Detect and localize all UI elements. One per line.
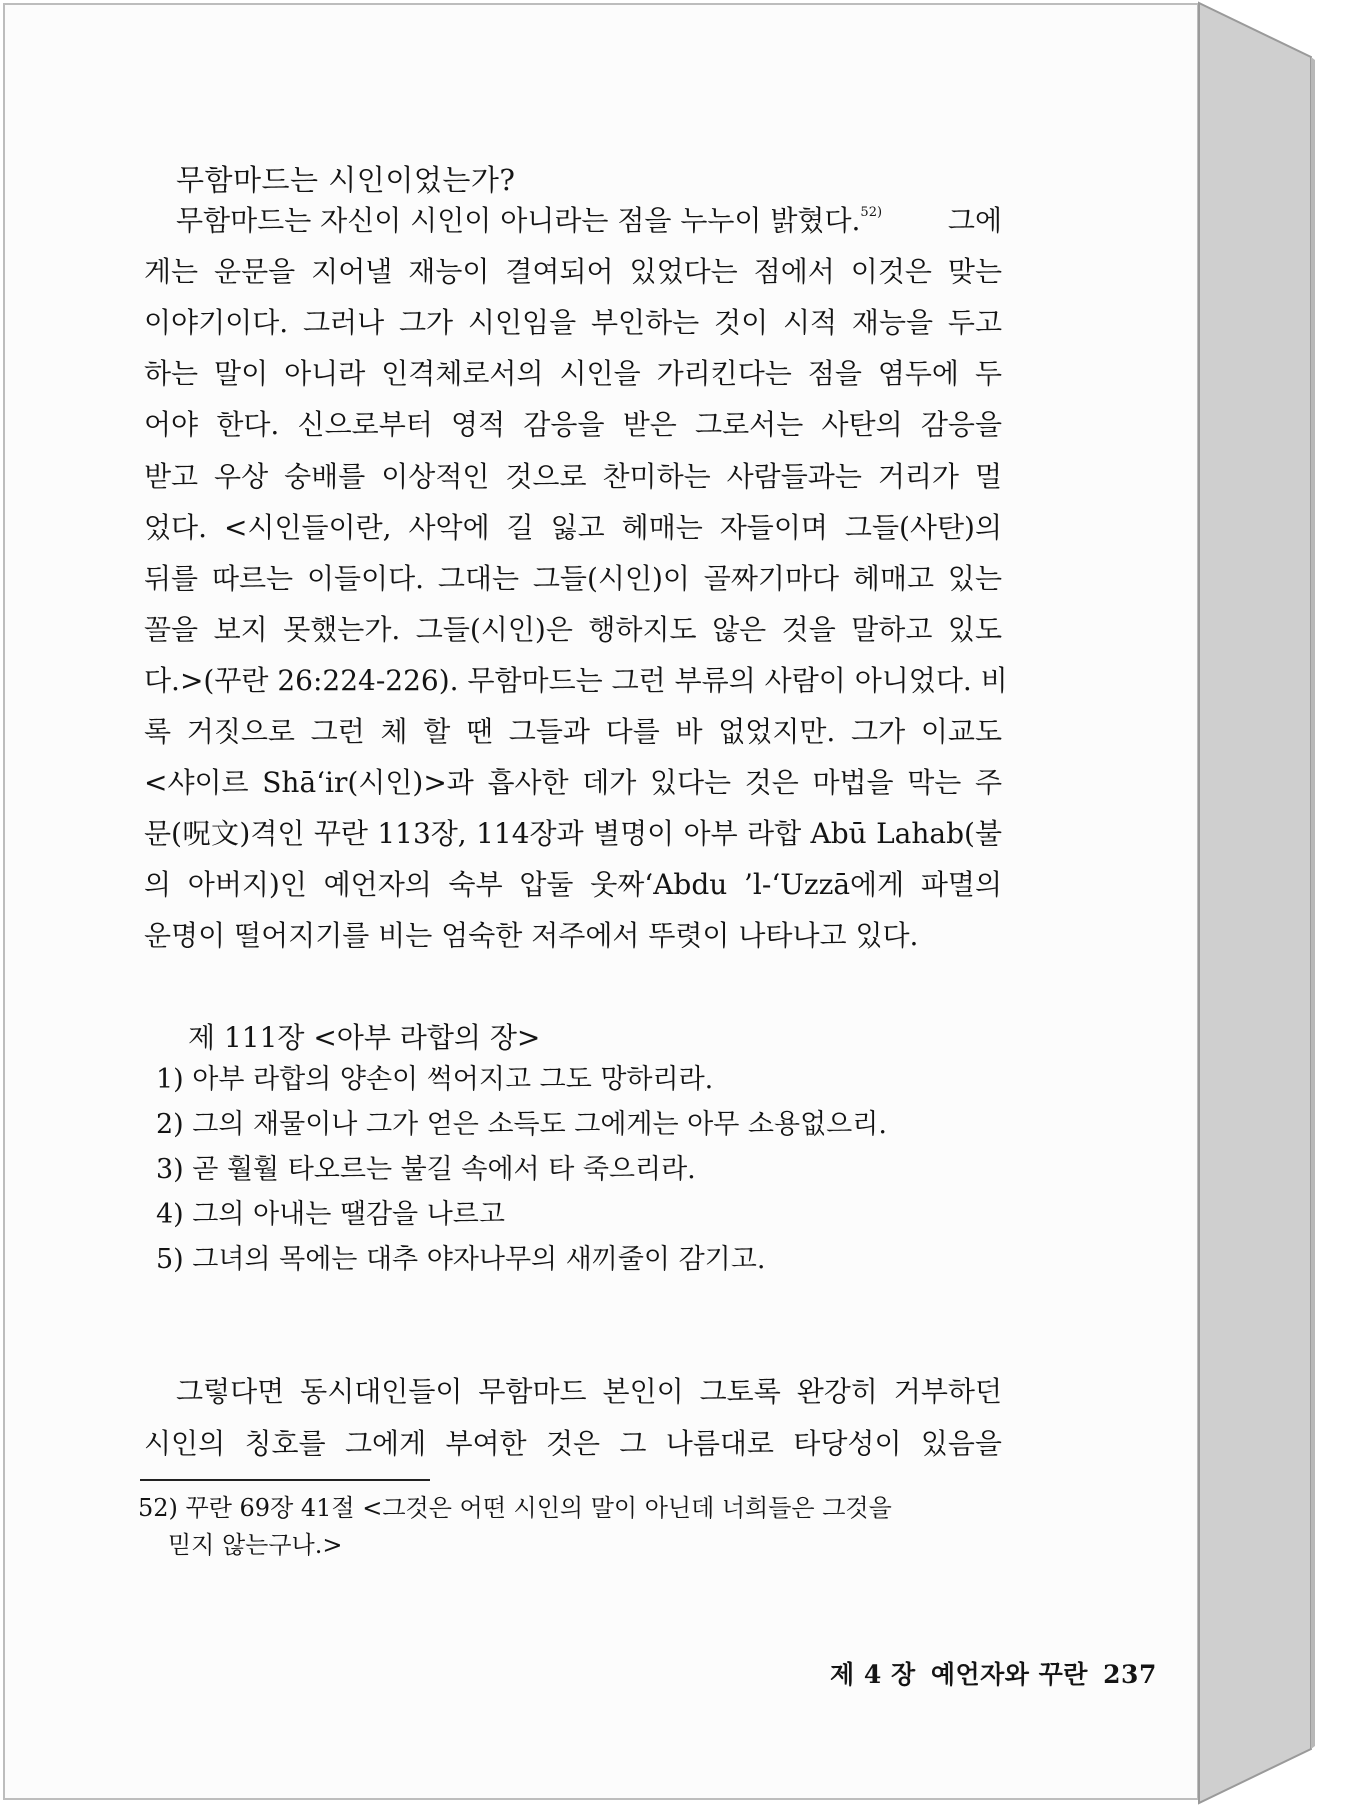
paragraph-line: 그렇다면 동시대인들이 무함마드 본인이 그토록 완강히 거부하던 <box>176 1375 1002 1408</box>
paragraph-line: 록 거짓으로 그런 체 할 땐 그들과 다를 바 없었지만. 그가 이교도 <box>144 715 1002 748</box>
page-footer <box>830 1655 1163 1691</box>
paragraph-line: 었다. <시인들이란, 사악에 길 잃고 헤매는 자들이며 그들(사탄)의 <box>144 510 1002 544</box>
paragraph-line: 시인의 칭호를 그에게 부여한 것은 그 나름대로 타당성이 있음을 <box>144 1427 1002 1460</box>
verse-item: 4) 그의 아내는 땔감을 나르고 <box>156 1199 505 1230</box>
paragraph-line: 받고 우상 숭배를 이상적인 것으로 찬미하는 사람들과는 거리가 멀 <box>144 459 1002 493</box>
verse-title: 제 111장 <아부 라합의 장> <box>188 1021 541 1054</box>
paragraph-line: 게는 운문을 지어낼 재능이 결여되어 있었다는 점에서 이것은 맞는 <box>144 255 1002 289</box>
footnote-line-2: 믿지 않는구나.> <box>168 1531 343 1559</box>
verse-item: 1) 아부 라합의 양손이 썩어지고 그도 망하리라. <box>156 1064 714 1095</box>
paragraph-line: 꼴을 보지 못했는가. 그들(시인)은 행하지도 않은 것을 말하고 있도 <box>144 612 1002 646</box>
paragraph-line: 어야 한다. 신으로부터 영적 감응을 받은 그로서는 사탄의 감응을 <box>144 408 1002 442</box>
paragraph-line: 다.>(꾸란 26:224-226). 무함마드는 그런 부류의 사람이 아니었다. 비 <box>144 663 1008 697</box>
paragraph-line: 의 아버지)인 예언자의 숙부 압둘 웃짜‘Abdu ’l-‘Uzzā에게 파멸의 <box>144 868 1002 902</box>
footnote-ref: 52) <box>860 205 883 220</box>
paragraph-line: 뒤를 따르는 이들이다. 그대는 그들(시인)이 골짜기마다 헤매고 있는 <box>144 561 1002 595</box>
section-heading: 무함마드는 시인이었는가? <box>176 163 516 197</box>
footnote-divider <box>140 1479 430 1481</box>
verse-item: 2) 그의 재물이나 그가 얻은 소득도 그에게는 아무 소용없으리. <box>156 1109 887 1140</box>
paragraph-line: <샤이르 Shā‘ir(시인)>과 흡사한 데가 있다는 것은 마법을 막는 주 <box>144 766 1002 800</box>
footnote-line-1: 52) 꾸란 69장 41절 <그것은 어떤 시인의 말이 아닌데 너희들은 그것을 <box>138 1494 892 1522</box>
paragraph-line: 이야기이다. 그러나 그가 시인임을 부인하는 것이 시적 재능을 두고 <box>144 306 1002 340</box>
paragraph-line: 운명이 떨어지기를 비는 엄숙한 저주에서 뚜렷이 나타나고 있다. <box>144 919 919 953</box>
verse-item: 3) 곧 훨훨 타오르는 불길 속에서 타 죽으리라. <box>156 1154 696 1185</box>
paragraph-line-tail: 그에 <box>947 204 1002 237</box>
footer-chapter: 제 4 장 <box>830 1660 916 1689</box>
footer-title: 예언자와 꾸란 <box>930 1660 1088 1689</box>
paragraph-line <box>176 203 1002 239</box>
paragraph-line-text: 무함마드는 자신이 시인이 아니라는 점을 누누이 밝혔다. <box>176 204 861 237</box>
page-number: 237 <box>1103 1660 1157 1689</box>
paragraph-line: 문(呪文)격인 꾸란 113장, 114장과 별명이 아부 라합 Abū Lahab(불 <box>144 817 1002 851</box>
verse-item: 5) 그녀의 목에는 대추 야자나무의 새끼줄이 감기고. <box>156 1244 766 1275</box>
paragraph-line: 하는 말이 아니라 인격체로서의 시인을 가리킨다는 점을 염두에 두 <box>144 357 1002 391</box>
